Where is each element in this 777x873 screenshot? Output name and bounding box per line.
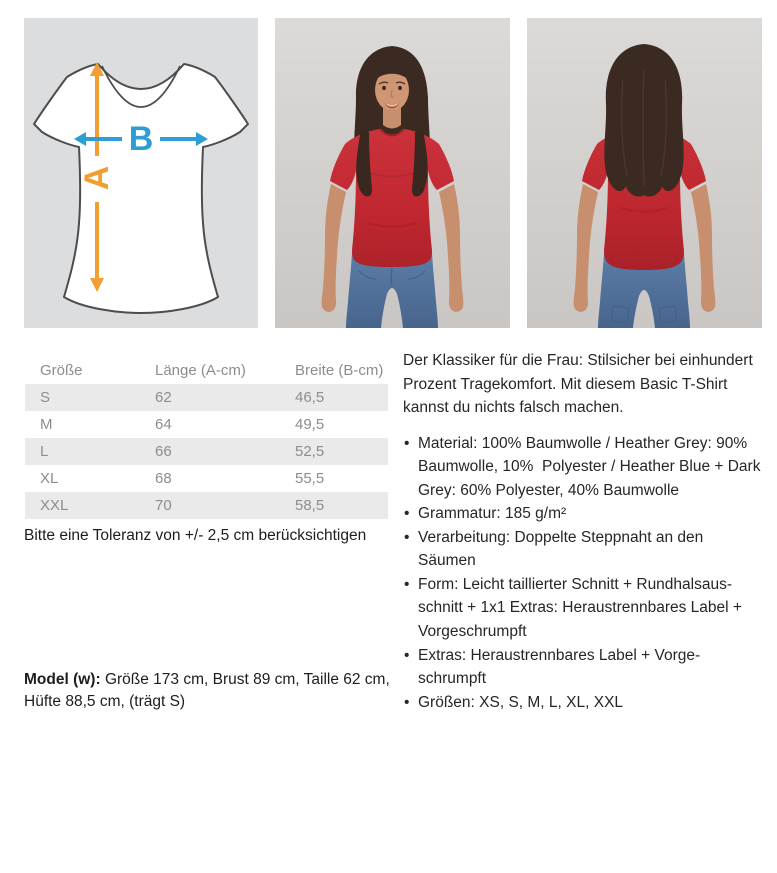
table-row (25, 411, 388, 438)
tolerance-note: Bitte eine Toleranz von +/- 2,5 cm berücksichtigen (24, 527, 367, 544)
eye-left (382, 86, 386, 90)
description-bullets (403, 432, 761, 715)
table-cell: 62 (155, 389, 172, 406)
table-cell: 52,5 (295, 443, 325, 460)
table-cell: L (40, 443, 49, 460)
description-bullet: • Grammatur: 185 g/m² (403, 502, 761, 526)
column-header-width: Breite (B-cm) (280, 357, 388, 384)
description-bullet: • Extras: Heraustrennbares Label + Vorgeschrumpft (403, 644, 761, 691)
column-header-length: Länge (A-cm) (140, 357, 280, 384)
description-bullet: • Form: Leicht taillierter Schnitt + Rundhalsausschnitt + 1x1 Extras: Heraustrennbares Label + Vorgeschrumpft (403, 573, 761, 644)
size-table-body (25, 384, 388, 519)
model-front-illustration (275, 18, 510, 328)
table-cell: XXL (40, 497, 69, 514)
table-cell: XL (40, 470, 59, 487)
table-cell: 58,5 (295, 497, 325, 514)
table-row (25, 384, 388, 411)
tshirt-outline (34, 64, 248, 313)
tshirt-measurement-diagram (24, 18, 258, 328)
eye-right (398, 86, 402, 90)
model-info-label: Model (w): (24, 671, 101, 688)
table-cell: 66 (155, 443, 172, 460)
label-a: A (78, 165, 116, 191)
table-cell: 55,5 (295, 470, 325, 487)
table-cell: 70 (155, 497, 172, 514)
model-front-photo[interactable] (275, 18, 510, 328)
table-cell: 46,5 (295, 389, 325, 406)
description-intro: Der Klassiker für die Frau: Stilsicher bei einhundert Prozent Tragekomfort. Mit diesem Basic T-Shirt kannst du nichts falsch machen. (403, 352, 753, 417)
model-back-photo[interactable] (527, 18, 762, 328)
table-row (25, 465, 388, 492)
table-header-row (25, 357, 388, 384)
table-cell: 49,5 (295, 416, 325, 433)
table-row (25, 492, 388, 519)
table-cell: 64 (155, 416, 172, 433)
description-bullet: • Größen: XS, S, M, L, XL, XXL (403, 691, 761, 715)
table-cell: 68 (155, 470, 172, 487)
description-bullet: • Verarbeitung: Doppelte Steppnaht an den Säumen (403, 526, 761, 573)
description-bullet: • Material: 100% Baumwolle / Heather Grey: 90% Baumwolle, 10% Polyester / Heather Blue + Dark Grey: 60% Polyester, 40% Baumwolle (403, 432, 761, 503)
column-header-size: Größe (25, 357, 140, 384)
table-row (25, 438, 388, 465)
label-b: B (128, 120, 154, 158)
size-table (25, 357, 388, 519)
product-description (403, 349, 761, 714)
model-back-illustration (527, 18, 762, 328)
model-info-text: Größe 173 cm, Brust 89 cm, Taille 62 cm, Hüfte 88,5 cm, (trägt S) (24, 671, 390, 711)
model-info (24, 669, 396, 714)
table-cell: S (40, 389, 51, 406)
size-diagram-image[interactable] (24, 18, 258, 328)
table-cell: M (40, 416, 53, 433)
